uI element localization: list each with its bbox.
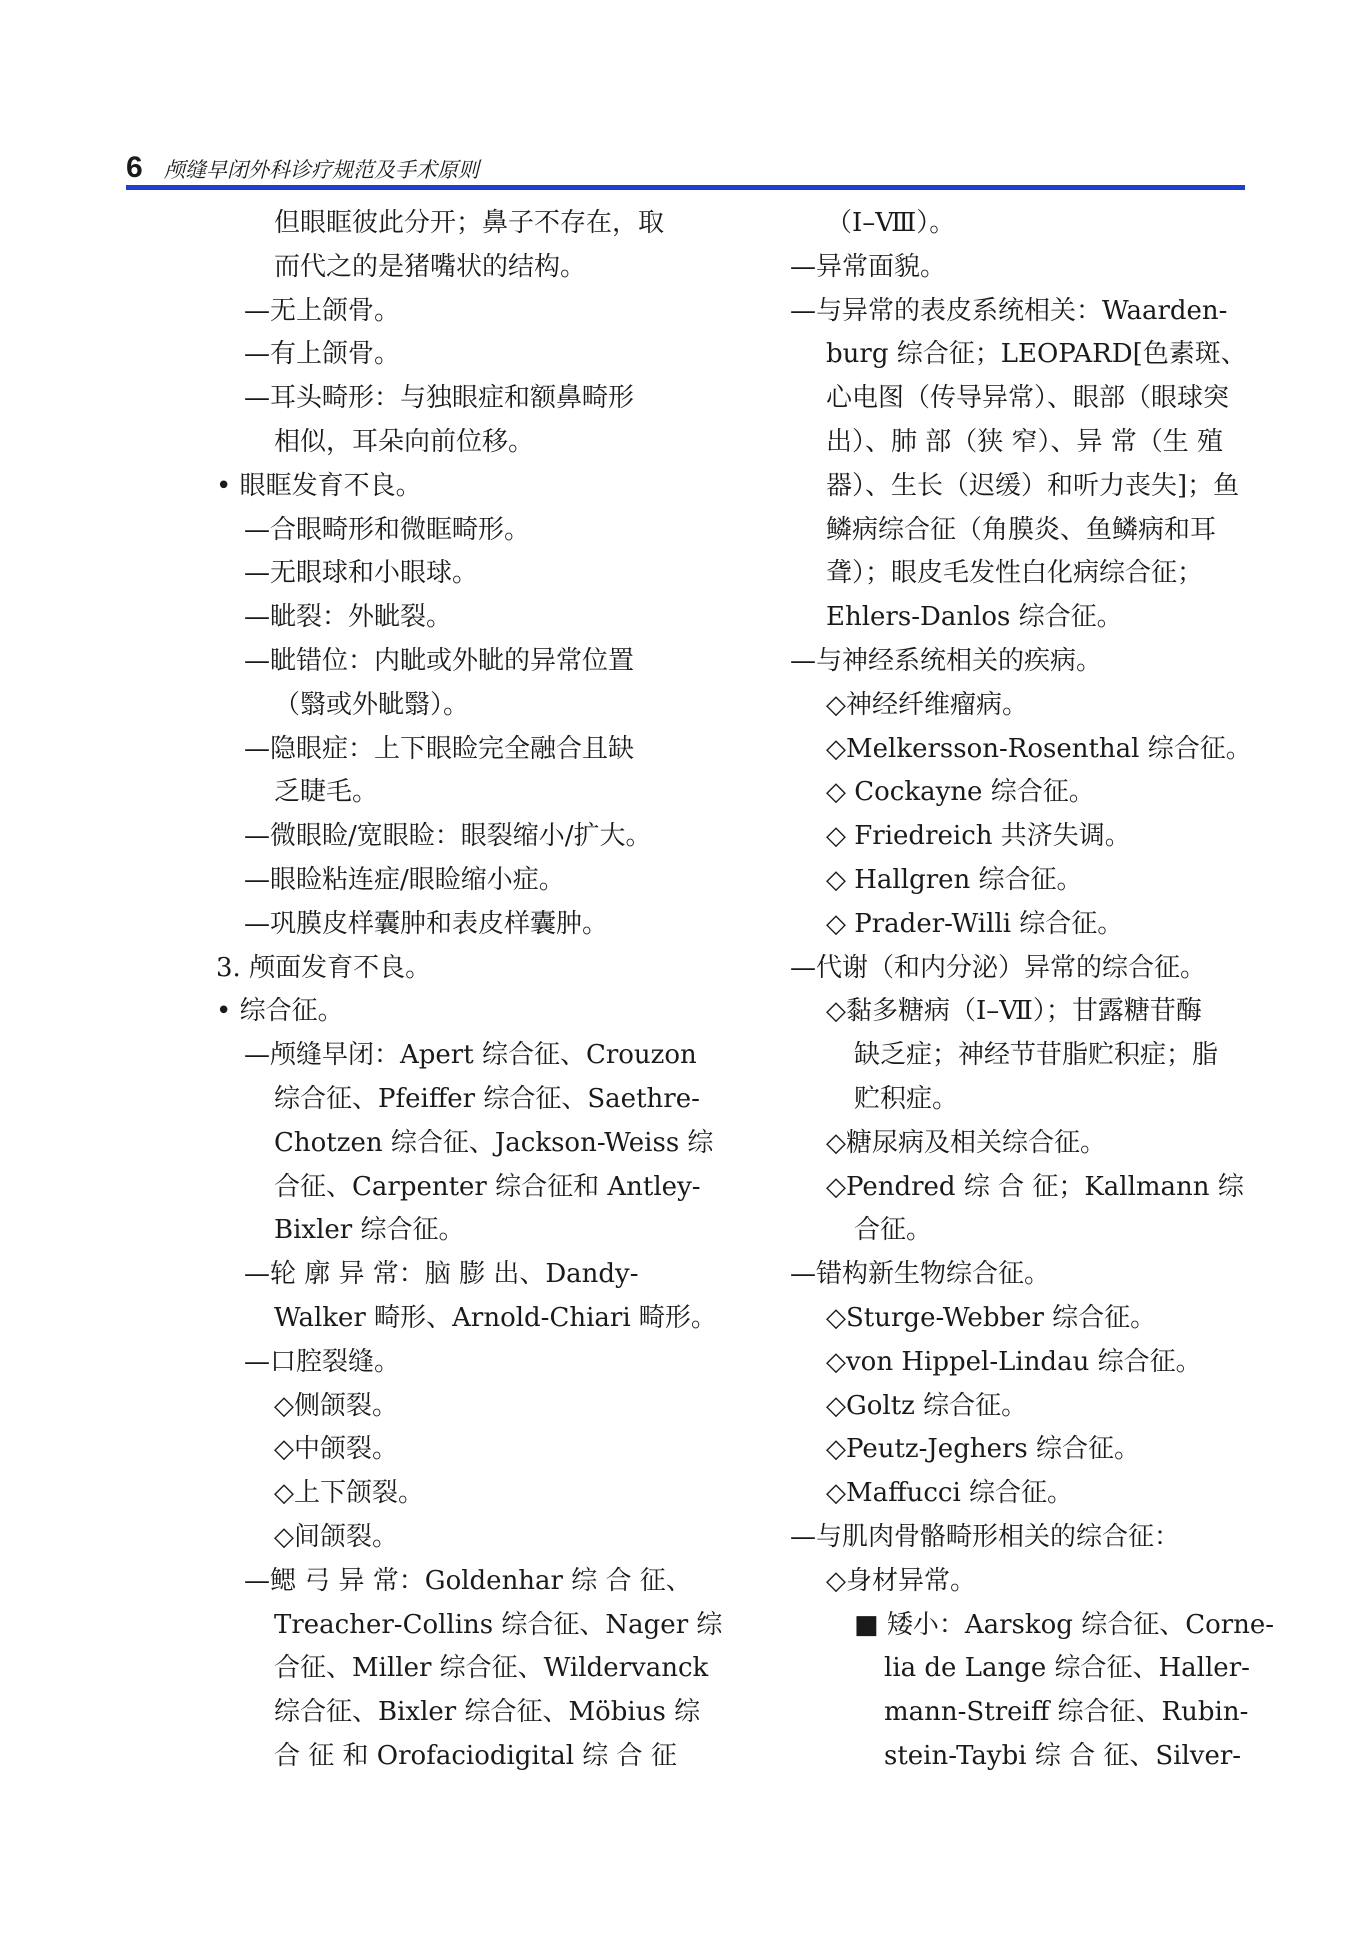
text-line: 合 征 和 Orofaciodigital 综 合 征: [274, 1740, 677, 1771]
text-line: —有上颌骨。: [244, 339, 401, 370]
header-rule: [126, 185, 1245, 190]
text-line: ◇ Cockayne 综合征。: [826, 777, 1095, 808]
book-title: 颅缝早闭外科诊疗规范及手术原则: [164, 158, 479, 182]
text-line: —轮 廓 异 常：脑 膨 出、Dandy-: [244, 1259, 639, 1290]
text-line: ◇ Prader-Willi 综合征。: [826, 908, 1124, 939]
text-line: ◇Sturge-Webber 综合征。: [826, 1302, 1157, 1333]
text-line: （Ⅰ–Ⅷ）。: [826, 208, 956, 238]
text-line: —眦错位：内眦或外眦的异常位置: [244, 645, 635, 676]
text-line: —错构新生物综合征。: [790, 1259, 1051, 1290]
running-header: [126, 150, 1245, 190]
text-line: 合征。: [854, 1215, 933, 1246]
text-line: —异常面貌。: [790, 251, 947, 282]
text-line: ◇Peutz-Jeghers 综合征。: [826, 1434, 1141, 1465]
text-line: —微眼睑/宽眼睑：眼裂缩小/扩大。: [244, 821, 652, 852]
text-line: 器）、生长（迟缓）和听力丧失]；鱼: [826, 470, 1240, 501]
text-line: stein-Taybi 综 合 征、Silver-: [884, 1740, 1242, 1771]
text-line: mann-Streiff 综合征、Rubin-: [884, 1697, 1249, 1728]
text-line: —与肌肉骨骼畸形相关的综合征：: [790, 1521, 1181, 1552]
text-line: ◇von Hippel-Lindau 综合征。: [826, 1346, 1202, 1377]
text-line: • 眼眶发育不良。: [216, 470, 422, 501]
text-line: 贮积症。: [854, 1083, 959, 1114]
text-line: —代谢（和内分泌）异常的综合征。: [790, 952, 1207, 983]
text-line: ◇神经纤维瘤病。: [826, 689, 1028, 720]
text-line: ◇ Hallgren 综合征。: [826, 864, 1083, 895]
text-line: Bixler 综合征。: [274, 1215, 465, 1246]
text-line: —隐眼症：上下眼睑完全融合且缺: [244, 733, 635, 764]
text-line: 综合征、Pfeiffer 综合征、Saethre-: [274, 1083, 700, 1114]
text-line: 综合征、Bixler 综合征、Möbius 综: [274, 1697, 701, 1728]
text-line: ◇间颌裂。: [274, 1521, 398, 1552]
text-line: 但眼眶彼此分开；鼻子不存在，取: [274, 208, 665, 238]
text-line: Ehlers-Danlos 综合征。: [826, 602, 1123, 633]
left-column: [180, 202, 723, 1779]
text-line: ■ 矮小：Aarskog 综合征、Corne-: [854, 1609, 1275, 1640]
right-column: [790, 202, 1275, 1779]
text-line: —无上颌骨。: [244, 295, 401, 326]
text-line: 乏睫毛。: [274, 777, 379, 808]
text-line: 合征、Miller 综合征、Wildervanck: [274, 1653, 709, 1684]
text-line: ◇ Friedreich 共济失调。: [826, 821, 1131, 852]
text-line: —与异常的表皮系统相关：Waarden-: [790, 295, 1228, 326]
text-line: 心电图（传导异常）、眼部（眼球突: [826, 383, 1230, 414]
text-line: —无眼球和小眼球。: [244, 558, 479, 589]
text-line: —眼睑粘连症/眼睑缩小症。: [244, 864, 565, 895]
text-line: —与神经系统相关的疾病。: [790, 645, 1103, 676]
text-line: ◇Maffucci 综合征。: [826, 1478, 1074, 1509]
text-line: ◇Melkersson-Rosenthal 综合征。: [826, 733, 1252, 764]
text-line: ◇上下颌裂。: [274, 1478, 424, 1509]
text-line: ◇侧颌裂。: [274, 1390, 398, 1421]
text-line: ◇黏多糖病（Ⅰ–Ⅶ）；甘露糖苷酶: [826, 996, 1202, 1027]
text-line: ◇Goltz 综合征。: [826, 1390, 1028, 1421]
text-line: Chotzen 综合征、Jackson-Weiss 综: [274, 1127, 714, 1158]
text-line: 合征、Carpenter 综合征和 Antley-: [274, 1171, 701, 1202]
text-line: —鳃 弓 异 常：Goldenhar 综 合 征、: [244, 1565, 692, 1596]
text-line: ◇Pendred 综 合 征；Kallmann 综: [826, 1171, 1244, 1202]
text-line: —合眼畸形和微眶畸形。: [244, 514, 531, 545]
text-line: 聋）；眼皮毛发性白化病综合征；: [826, 558, 1204, 589]
text-line: Walker 畸形、Arnold-Chiari 畸形。: [274, 1302, 717, 1333]
text-line: burg 综合征；LEOPARD[色素斑、: [826, 339, 1247, 370]
text-line: —口腔裂缝。: [244, 1346, 401, 1377]
text-line: 相似，耳朵向前位移。: [274, 426, 535, 457]
text-line: ◇身材异常。: [826, 1565, 976, 1596]
text-line: —颅缝早闭：Apert 综合征、Crouzon: [244, 1040, 697, 1071]
text-line: ◇糖尿病及相关综合征。: [826, 1127, 1106, 1158]
text-line: （翳或外眦翳）。: [274, 689, 470, 720]
text-line: —眦裂：外眦裂。: [244, 602, 453, 633]
page-number: 6: [126, 151, 143, 184]
text-line: lia de Lange 综合征、Haller-: [884, 1653, 1250, 1684]
text-line: 而代之的是猪嘴状的结构。: [274, 251, 587, 282]
text-line: —耳头畸形：与独眼症和额鼻畸形: [244, 383, 635, 414]
text-line: 出）、肺 部（狭 窄）、异 常（生 殖: [826, 426, 1224, 457]
text-line: • 综合征。: [216, 996, 344, 1027]
text-line: Treacher-Collins 综合征、Nager 综: [274, 1609, 723, 1640]
text-line: —巩膜皮样囊肿和表皮样囊肿。: [244, 908, 609, 939]
text-line: 缺乏症；神经节苷脂贮积症；脂: [854, 1040, 1219, 1071]
text-line: 3. 颅面发育不良。: [216, 952, 432, 983]
text-line: 鳞病综合征（角膜炎、鱼鳞病和耳: [826, 514, 1217, 545]
text-line: ◇中颌裂。: [274, 1434, 398, 1465]
